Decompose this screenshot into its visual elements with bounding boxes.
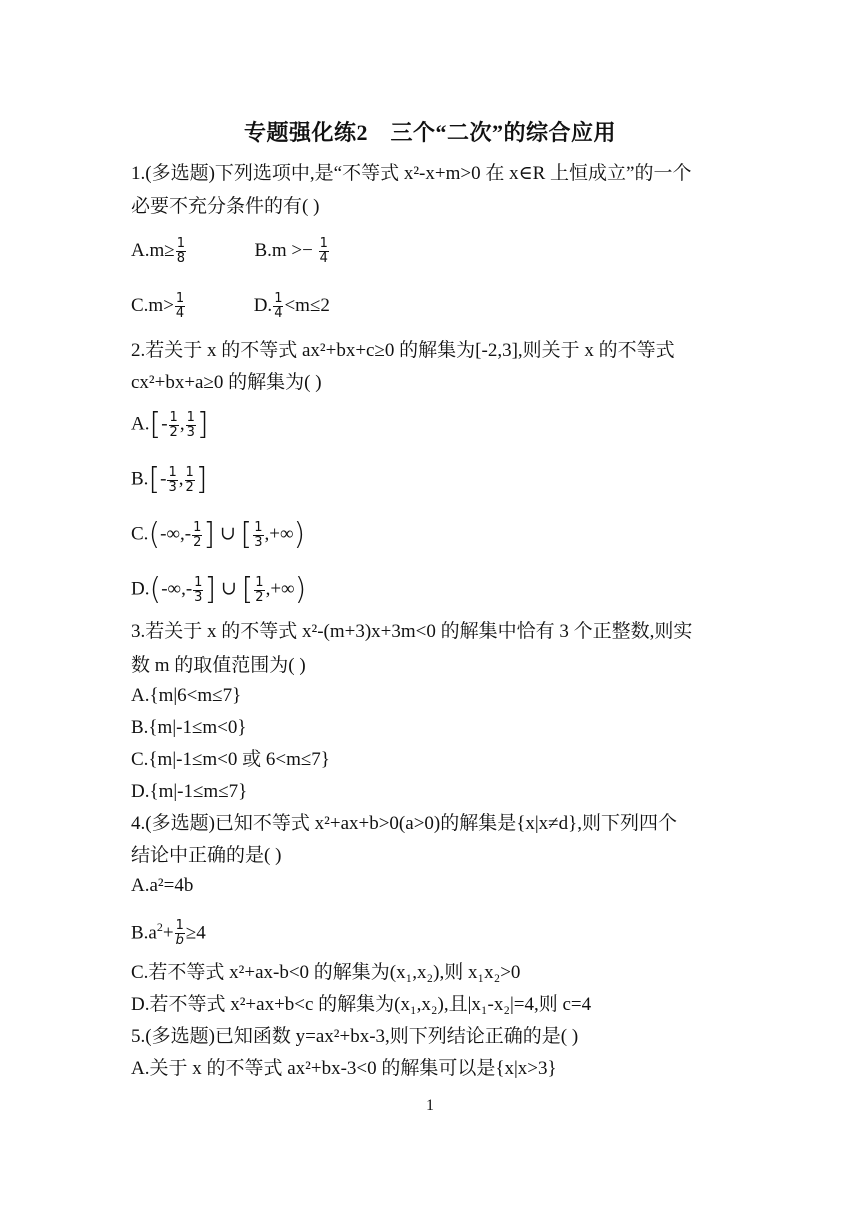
q2-stem-line1: 2.若关于 x 的不等式 ax²+bx+c≥0 的解集为[-2,3],则关于 x 的不等式 [131,340,675,361]
q1-options-row2 [131,292,330,321]
q1-stem-line1: 1.(多选题)下列选项中,是“不等式 x²-x+m>0 在 x∈R 上恒成立”的一个 [131,163,692,184]
q4-option-a: A.a²=4b [131,875,194,896]
q1-stem-line2: 必要不充分条件的有( ) [131,196,320,217]
q3-stem-line2: 数 m 的取值范围为( ) [131,655,306,676]
fraction: $\frac{1}{4}$ [274,291,283,321]
q3-option-c: C.{m|-1≤m<0 或 6<m≤7} [131,749,330,770]
q2-option-c: C.(-∞,- $\frac{1}{2}$ ] ∪ [ $\frac{1}{3}$ ,+∞) [131,517,306,552]
q1-option-a: A.m≥ $\frac{1}{8}$ [131,236,185,266]
q4-stem-line2: 结论中正确的是( ) [131,845,282,866]
fraction: $\frac{1}{4}$ [175,291,185,321]
q4-option-c: C.若不等式 x²+ax-b<0 的解集为(x₁,x₂),则 x₁x₂>0 [131,962,521,983]
q1-option-b: B.m >− $\frac{1}{4}$ [254,236,328,266]
fraction: $\frac{1}{8}$ [176,236,185,266]
q4-option-b: $B.a^2+$ $\frac{1}{b}$ ≥4 [131,918,206,949]
q4-stem-line1: 4.(多选题)已知不等式 x²+ax+b>0(a>0)的解集是{x|x≠d},则下列四个 [131,813,677,834]
q2-option-d: D.(-∞,- $\frac{1}{3}$ ] ∪ [ $\frac{1}{2}$ ,+∞) [131,572,307,607]
q5-option-a: A.关于 x 的不等式 ax²+bx-3<0 的解集可以是{x|x>3} [131,1058,557,1079]
fraction: $\frac{1}{4}$ [319,236,328,266]
q1-option-d: D. $\frac{1}{4}$ <m≤2 [253,291,330,321]
q2-option-a: A.[- $\frac{1}{2}$ , $\frac{1}{3}$ ] [131,407,209,442]
q3-stem-line1: 3.若关于 x 的不等式 x²-(m+3)x+3m<0 的解集中恰有 3 个正整数,则实 [131,621,693,642]
q2-option-b: B.[- $\frac{1}{3}$ , $\frac{1}{2}$ ] [131,462,208,497]
q2-stem-line2: cx²+bx+a≥0 的解集为( ) [131,372,322,393]
q3-option-d: D.{m|-1≤m≤7} [131,781,248,802]
q5-stem-line1: 5.(多选题)已知函数 y=ax²+bx-3,则下列结论正确的是( ) [131,1026,579,1047]
page-number: 1 [426,1097,434,1114]
q3-option-a: A.{m|6<m≤7} [131,685,242,706]
q1-option-c: C.m> $\frac{1}{4}$ [131,291,185,321]
q1-options-row1 [131,237,330,266]
q4-option-d: D.若不等式 x²+ax+b<c 的解集为(x₁,x₂),且|x₁-x₂|=4,则 c=4 [131,994,592,1015]
page-title: 专题强化练2 三个“二次”的综合应用 [243,120,616,145]
q3-option-b: B.{m|-1≤m<0} [131,717,247,738]
